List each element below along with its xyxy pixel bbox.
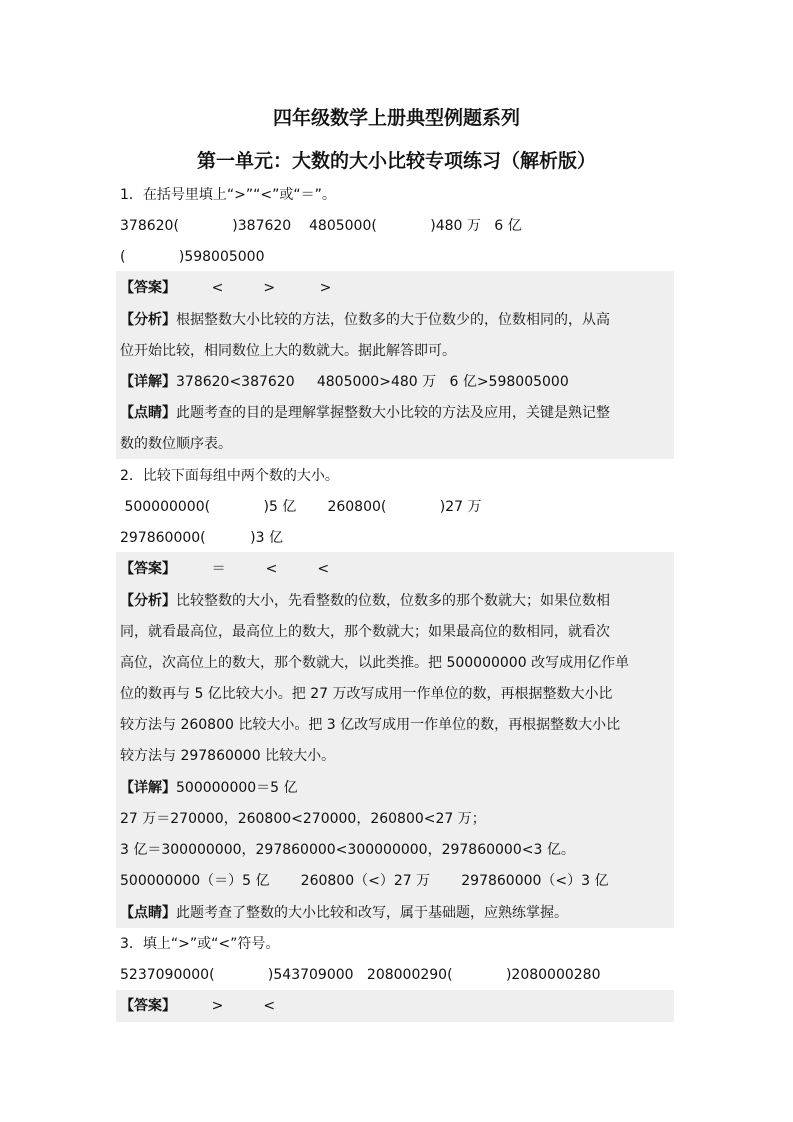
document-title: 四年级数学上册典型例题系列 bbox=[272, 107, 520, 129]
question-1-answer bbox=[120, 278, 331, 298]
question-1-line-2: ( )598005000 bbox=[120, 249, 265, 265]
question-1-analysis-line-2: 位开始比较，相同数位上大的数就大。据此解答即可。 bbox=[120, 343, 456, 359]
detail-label: 【详解】 bbox=[120, 780, 176, 796]
question-2-detail bbox=[120, 778, 298, 798]
question-2-detail-line-3: 3 亿＝300000000，297860000<300000000，297860000<3 亿。 bbox=[120, 842, 575, 858]
comment-line: 此题考查了整数的大小比较和改写，属于基础题，应熟练掌握。 bbox=[176, 905, 568, 921]
question-1-prompt: 1．在括号里填上“>”“<”或“＝”。 bbox=[120, 187, 336, 203]
question-2-prompt: 2．比较下面每组中两个数的大小。 bbox=[120, 468, 339, 484]
comment-label: 【点睛】 bbox=[120, 905, 176, 921]
answer-label: 【答案】 bbox=[120, 998, 176, 1014]
answer-text: ＝ < < bbox=[176, 561, 330, 577]
question-3-line-1: 5237090000( )543709000 208000290( )2080000280 bbox=[120, 967, 601, 983]
analysis-line: 比较整数的大小，先看整数的位数，位数多的那个数就大；如果位数相 bbox=[176, 593, 610, 609]
question-1-analysis bbox=[120, 310, 610, 330]
question-1-detail bbox=[120, 372, 569, 392]
answer-text: < > > bbox=[176, 280, 332, 296]
question-2-analysis bbox=[120, 591, 610, 611]
question-3-answer bbox=[120, 996, 275, 1016]
question-1-solution-box bbox=[116, 271, 674, 459]
question-2-analysis-line-5: 较方法与 260800 比较大小。把 3 亿改写成用一作单位的数，再根据整数大小比 bbox=[120, 717, 621, 733]
question-3-prompt: 3．填上“>”或“<”符号。 bbox=[120, 936, 280, 952]
question-2-comment bbox=[120, 903, 568, 923]
question-2-detail-line-2: 27 万＝270000，260800<270000，260800<27 万； bbox=[120, 811, 486, 827]
detail-label: 【详解】 bbox=[120, 374, 176, 390]
answer-label: 【答案】 bbox=[120, 280, 176, 296]
comment-label: 【点睛】 bbox=[120, 405, 176, 421]
question-2-analysis-line-2: 同，就看最高位，最高位上的数大，那个数就大；如果最高位的数相同，就看次 bbox=[120, 624, 610, 640]
analysis-line: 根据整数大小比较的方法，位数多的大于位数少的，位数相同的，从高 bbox=[176, 312, 610, 328]
document-subtitle: 第一单元：大数的大小比较专项练习（解析版） bbox=[196, 150, 596, 172]
detail-line: 378620<387620 4805000>480 万 6 亿>598005000 bbox=[176, 374, 569, 390]
analysis-label: 【分析】 bbox=[120, 593, 176, 609]
detail-line: 500000000＝5 亿 bbox=[176, 780, 298, 796]
question-1-comment bbox=[120, 403, 610, 423]
question-2-analysis-line-6: 较方法与 297860000 比较大小。 bbox=[120, 748, 336, 764]
question-2-answer bbox=[120, 559, 329, 579]
question-2-analysis-line-3: 高位，次高位上的数大，那个数就大，以此类推。把 500000000 改写成用亿作单 bbox=[120, 655, 630, 671]
question-2-line-2: 297860000( )3 亿 bbox=[120, 530, 283, 546]
answer-label: 【答案】 bbox=[120, 561, 176, 577]
question-2-line-1: 500000000( )5 亿 260800( )27 万 bbox=[120, 499, 482, 515]
question-1-comment-line-2: 数的数位顺序表。 bbox=[120, 436, 232, 452]
question-2-detail-line-4: 500000000（＝）5 亿 260800（<）27 万 297860000（<）3 亿 bbox=[120, 873, 609, 889]
answer-text: > < bbox=[176, 998, 276, 1014]
question-2-analysis-line-4: 位的数再与 5 亿比较大小。把 27 万改写成用一作单位的数，再根据整数大小比 bbox=[120, 686, 613, 702]
question-1-line-1: 378620( )387620 4805000( )480 万 6 亿 bbox=[120, 218, 522, 234]
comment-line: 此题考查的目的是理解掌握整数大小比较的方法及应用，关键是熟记整 bbox=[176, 405, 610, 421]
analysis-label: 【分析】 bbox=[120, 312, 176, 328]
